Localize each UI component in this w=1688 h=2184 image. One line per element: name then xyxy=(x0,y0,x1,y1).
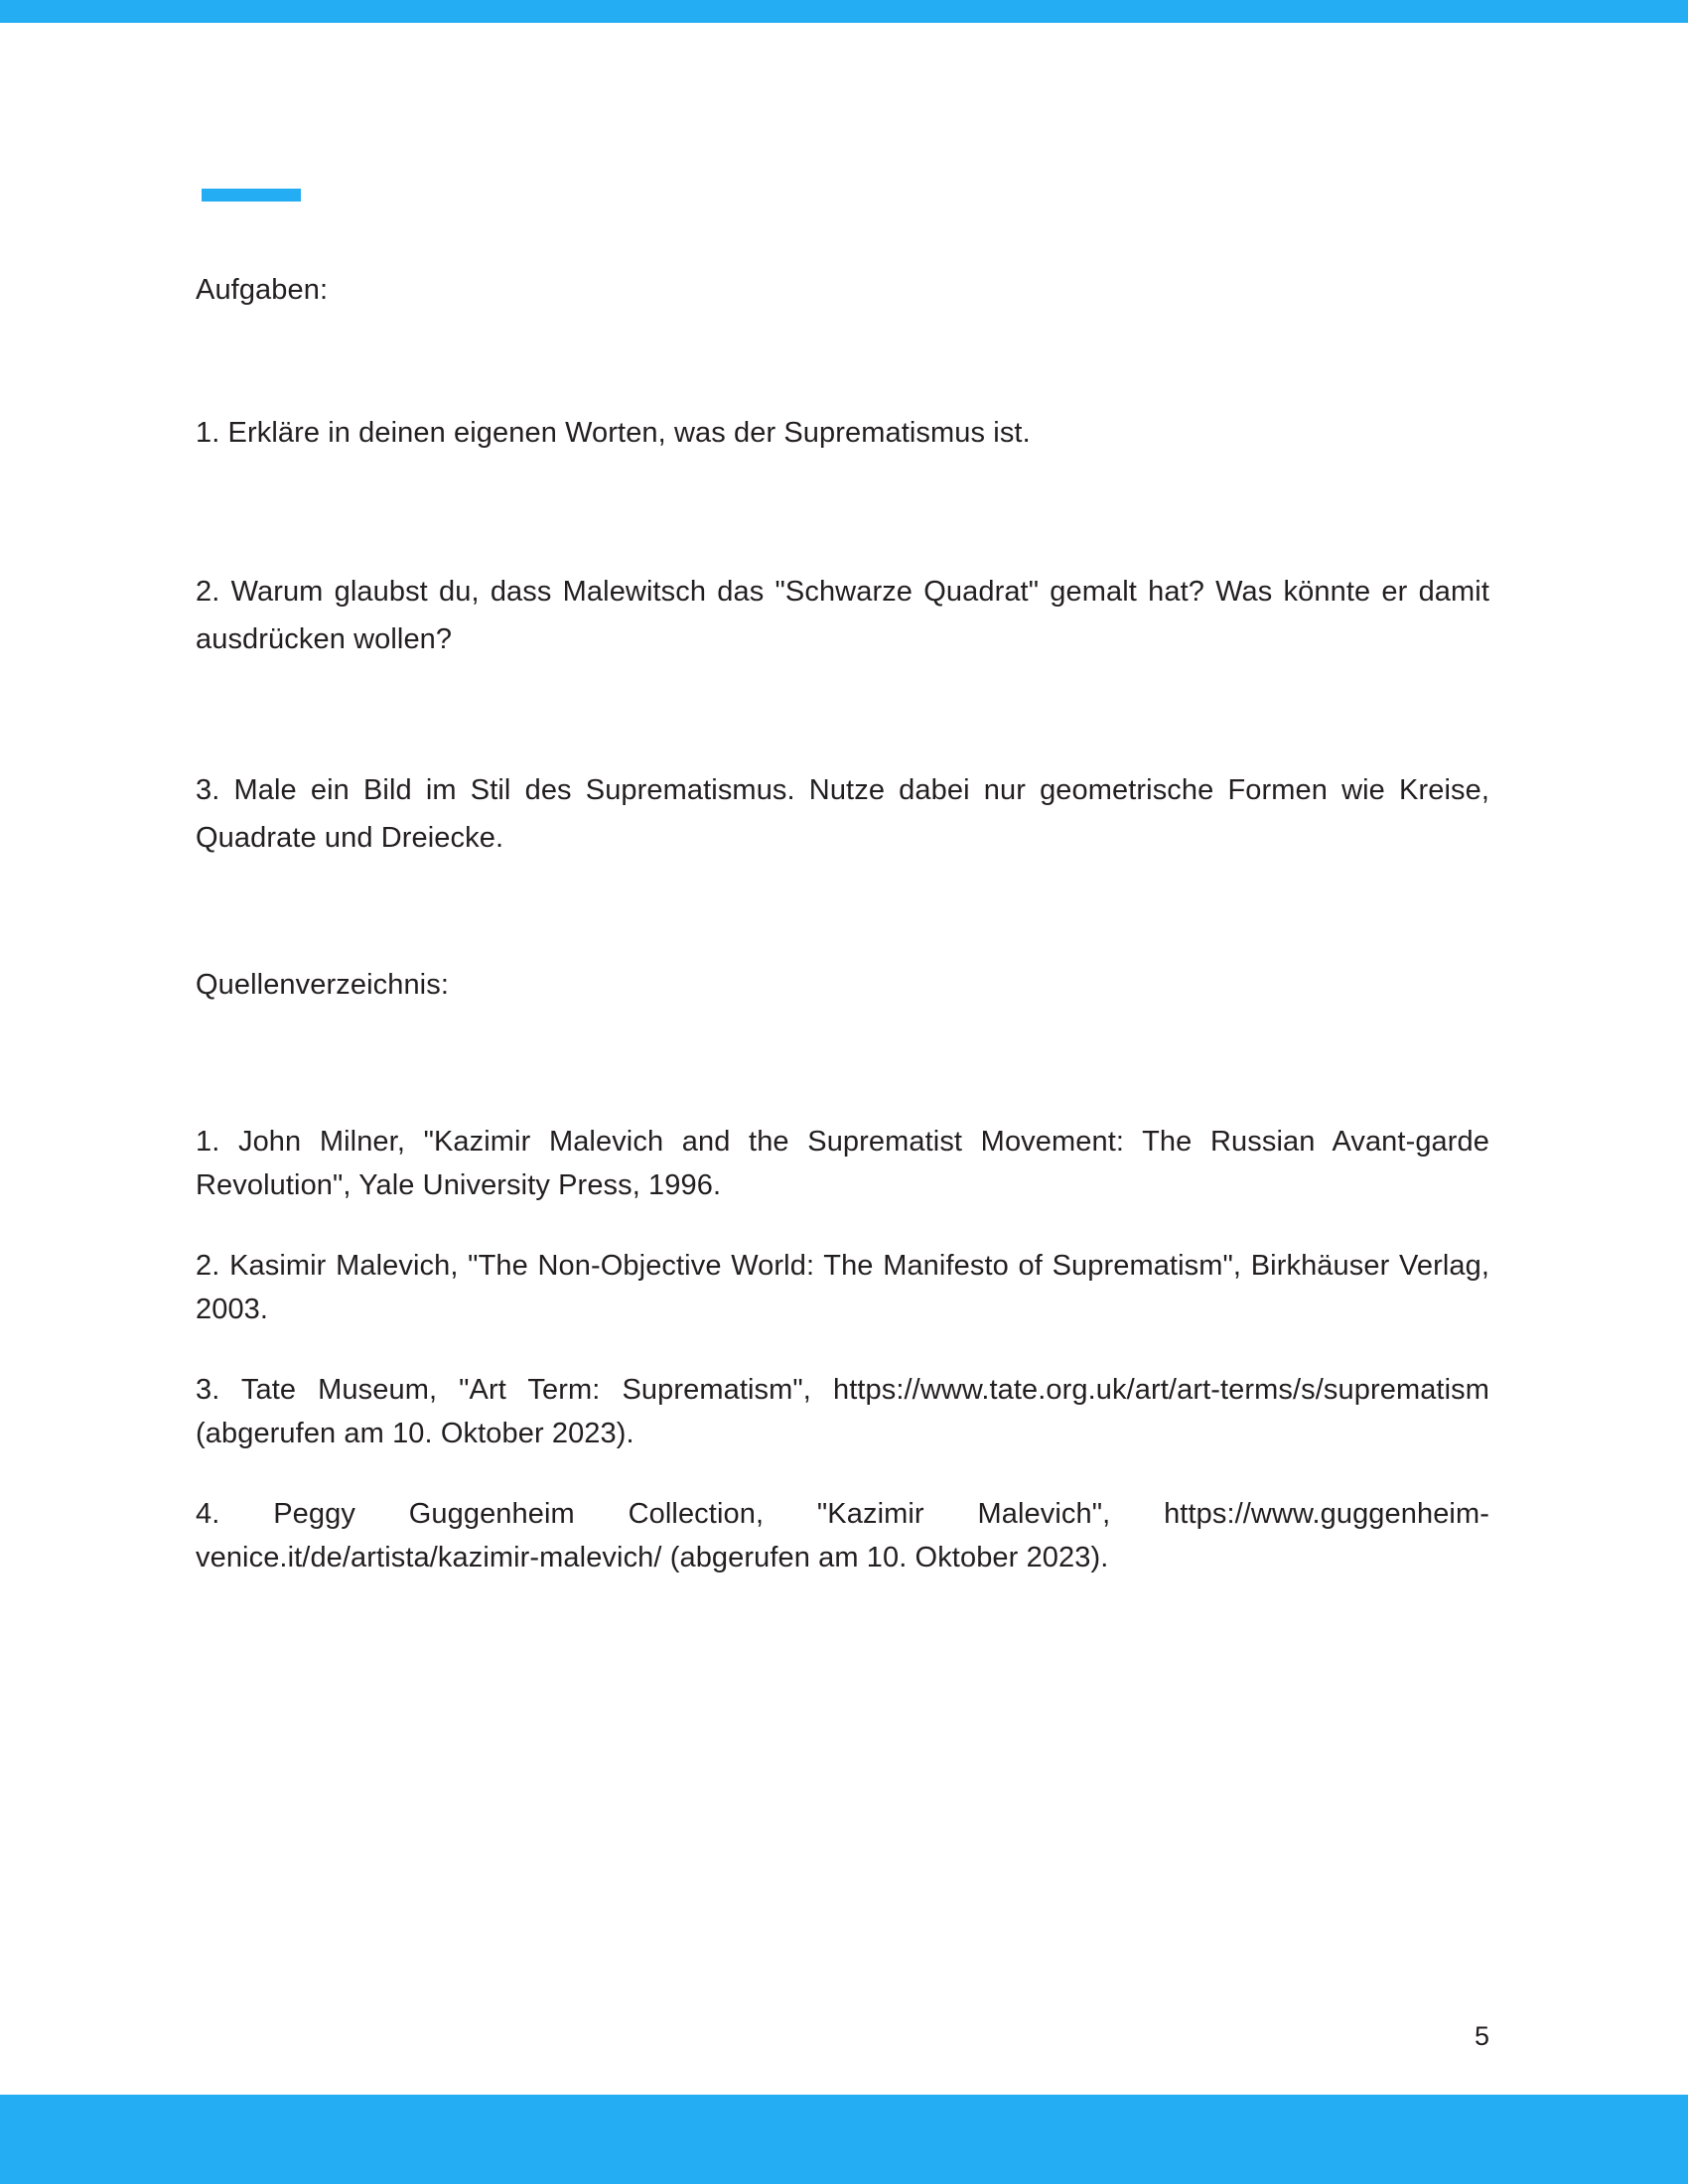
bibliography-item-2: 2. Kasimir Malevich, "The Non-Objective World: The Manifesto of Suprematism", Birkhäuser Verlag, 2003. xyxy=(196,1250,1489,1325)
bottom-accent-bar xyxy=(0,2095,1688,2184)
task-item-1: 1. Erkläre in deinen eigenen Worten, was der Suprematismus ist. xyxy=(196,417,1031,449)
task-item-2: 2. Warum glaubst du, dass Malewitsch das "Schwarze Quadrat" gemalt hat? Was könnte er damit ausdrücken wollen? xyxy=(196,576,1489,655)
bibliography-item-3: 3. Tate Museum, "Art Term: Suprematism", https://www.tate.org.uk/art/art-terms/s/suprematism (abgerufen am 10. Oktober 2023). xyxy=(196,1374,1489,1449)
task-item-3: 3. Male ein Bild im Stil des Suprematismus. Nutze dabei nur geometrische Formen wie Kreise, Quadrate und Dreiecke. xyxy=(196,774,1489,854)
accent-dash-mark xyxy=(202,189,301,202)
tasks-section-heading: Aufgaben: xyxy=(196,274,329,306)
bibliography-item-4: 4. Peggy Guggenheim Collection, "Kazimir Malevich", https://www.guggenheim-venice.it/de/artista/kazimir-malevich/ (abgerufen am 10. Oktober 2023). xyxy=(196,1498,1489,1573)
page-number: 5 xyxy=(1474,2021,1489,2051)
top-accent-bar xyxy=(0,0,1688,23)
bibliography-item-1: 1. John Milner, "Kazimir Malevich and the Suprematist Movement: The Russian Avant-garde Revolution", Yale University Press, 1996. xyxy=(196,1126,1489,1201)
bibliography-section-heading: Quellenverzeichnis: xyxy=(196,969,449,1001)
